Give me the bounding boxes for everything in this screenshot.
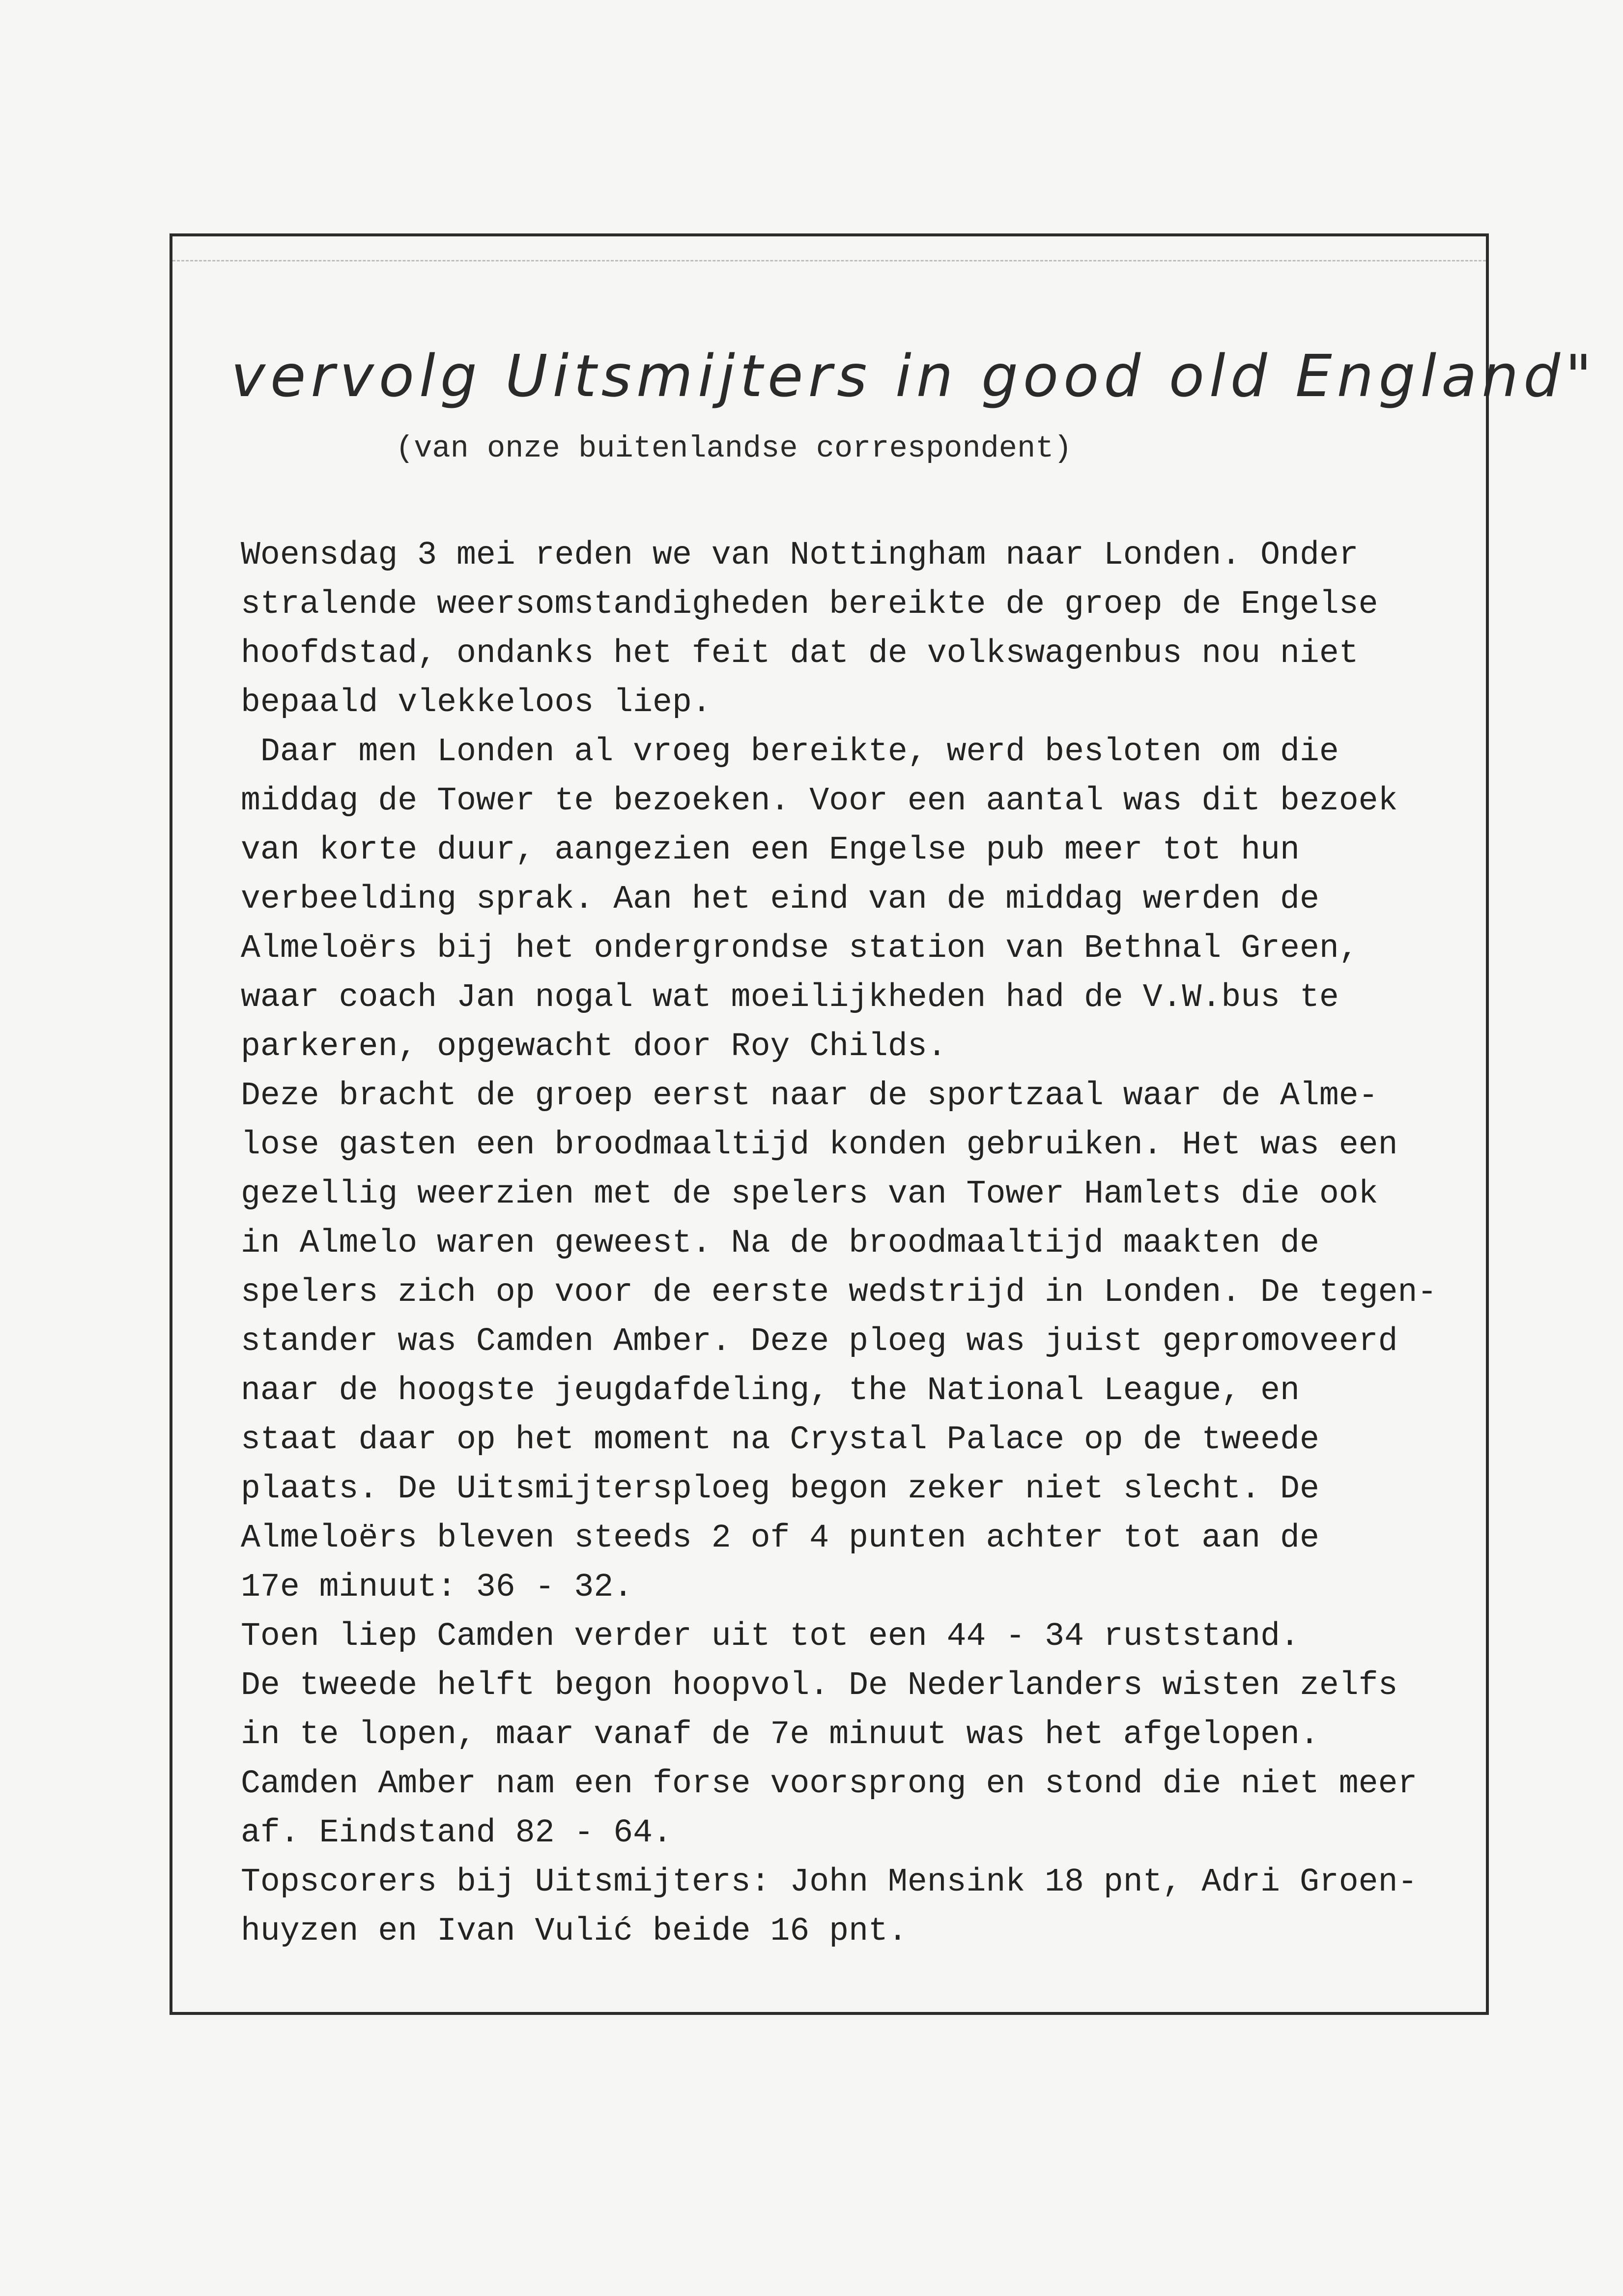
body-line: waar coach Jan nogal wat moeilijkheden had de V.W.bus te: [241, 979, 1339, 1016]
body-line: huyzen en Ivan Vulić beide 16 pnt.: [241, 1913, 908, 1950]
body-line: in Almelo waren geweest. Na de broodmaaltijd maakten de: [241, 1225, 1319, 1262]
body-line: Woensdag 3 mei reden we van Nottingham naar Londen. Onder: [241, 537, 1359, 574]
article-body: [241, 531, 1454, 1956]
body-line: van korte duur, aangezien een Engelse pub meer tot hun: [241, 832, 1300, 868]
body-line: Deze bracht de groep eerst naar de sportzaal waar de Alme-: [241, 1077, 1378, 1114]
frame-divider: [172, 260, 1486, 261]
body-line: hoofdstad, ondanks het feit dat de volkswagenbus nou niet: [241, 635, 1359, 672]
body-line: stralende weersomstandigheden bereikte de groep de Engelse: [241, 586, 1378, 623]
body-line: Almeloërs bleven steeds 2 of 4 punten achter tot aan de: [241, 1520, 1319, 1556]
body-line: Daar men Londen al vroeg bereikte, werd besloten om die: [241, 733, 1339, 770]
body-line: lose gasten een broodmaaltijd konden gebruiken. Het was een: [241, 1126, 1398, 1163]
body-line: bepaald vlekkeloos liep.: [241, 684, 712, 721]
body-line: staat daar op het moment na Crystal Palace op de tweede: [241, 1421, 1319, 1458]
body-line: Almeloërs bij het ondergrondse station van Bethnal Green,: [241, 930, 1359, 967]
body-line: Camden Amber nam een forse voorsprong en stond die niet meer: [241, 1765, 1418, 1802]
body-line: naar de hoogste jeugdafdeling, the National League, en: [241, 1372, 1300, 1409]
body-line: plaats. De Uitsmijtersploeg begon zeker niet slecht. De: [241, 1470, 1319, 1507]
body-line: spelers zich op voor de eerste wedstrijd in Londen. De tegen-: [241, 1274, 1437, 1311]
body-line: Topscorers bij Uitsmijters: John Mensink 18 pnt, Adri Groen-: [241, 1864, 1418, 1900]
body-line: verbeelding sprak. Aan het eind van de middag werden de: [241, 881, 1319, 918]
body-line: in te lopen, maar vanaf de 7e minuut was het afgelopen.: [241, 1716, 1319, 1753]
article-subtitle: (van onze buitenlandse correspondent): [396, 431, 1072, 466]
body-line: Toen liep Camden verder uit tot een 44 - 34 ruststand.: [241, 1618, 1300, 1655]
body-line: stander was Camden Amber. Deze ploeg was juist gepromoveerd: [241, 1323, 1398, 1360]
body-line: De tweede helft begon hoopvol. De Nederlanders wisten zelfs: [241, 1667, 1398, 1704]
body-line: parkeren, opgewacht door Roy Childs.: [241, 1028, 947, 1065]
body-line: 17e minuut: 36 - 32.: [241, 1569, 633, 1606]
body-line: gezellig weerzien met de spelers van Tower Hamlets die ook: [241, 1176, 1378, 1212]
body-line: middag de Tower te bezoeken. Voor een aantal was dit bezoek: [241, 782, 1398, 819]
article-title: vervolg Uitsmijters in good old England": [231, 342, 1597, 410]
body-line: af. Eindstand 82 - 64.: [241, 1814, 672, 1851]
